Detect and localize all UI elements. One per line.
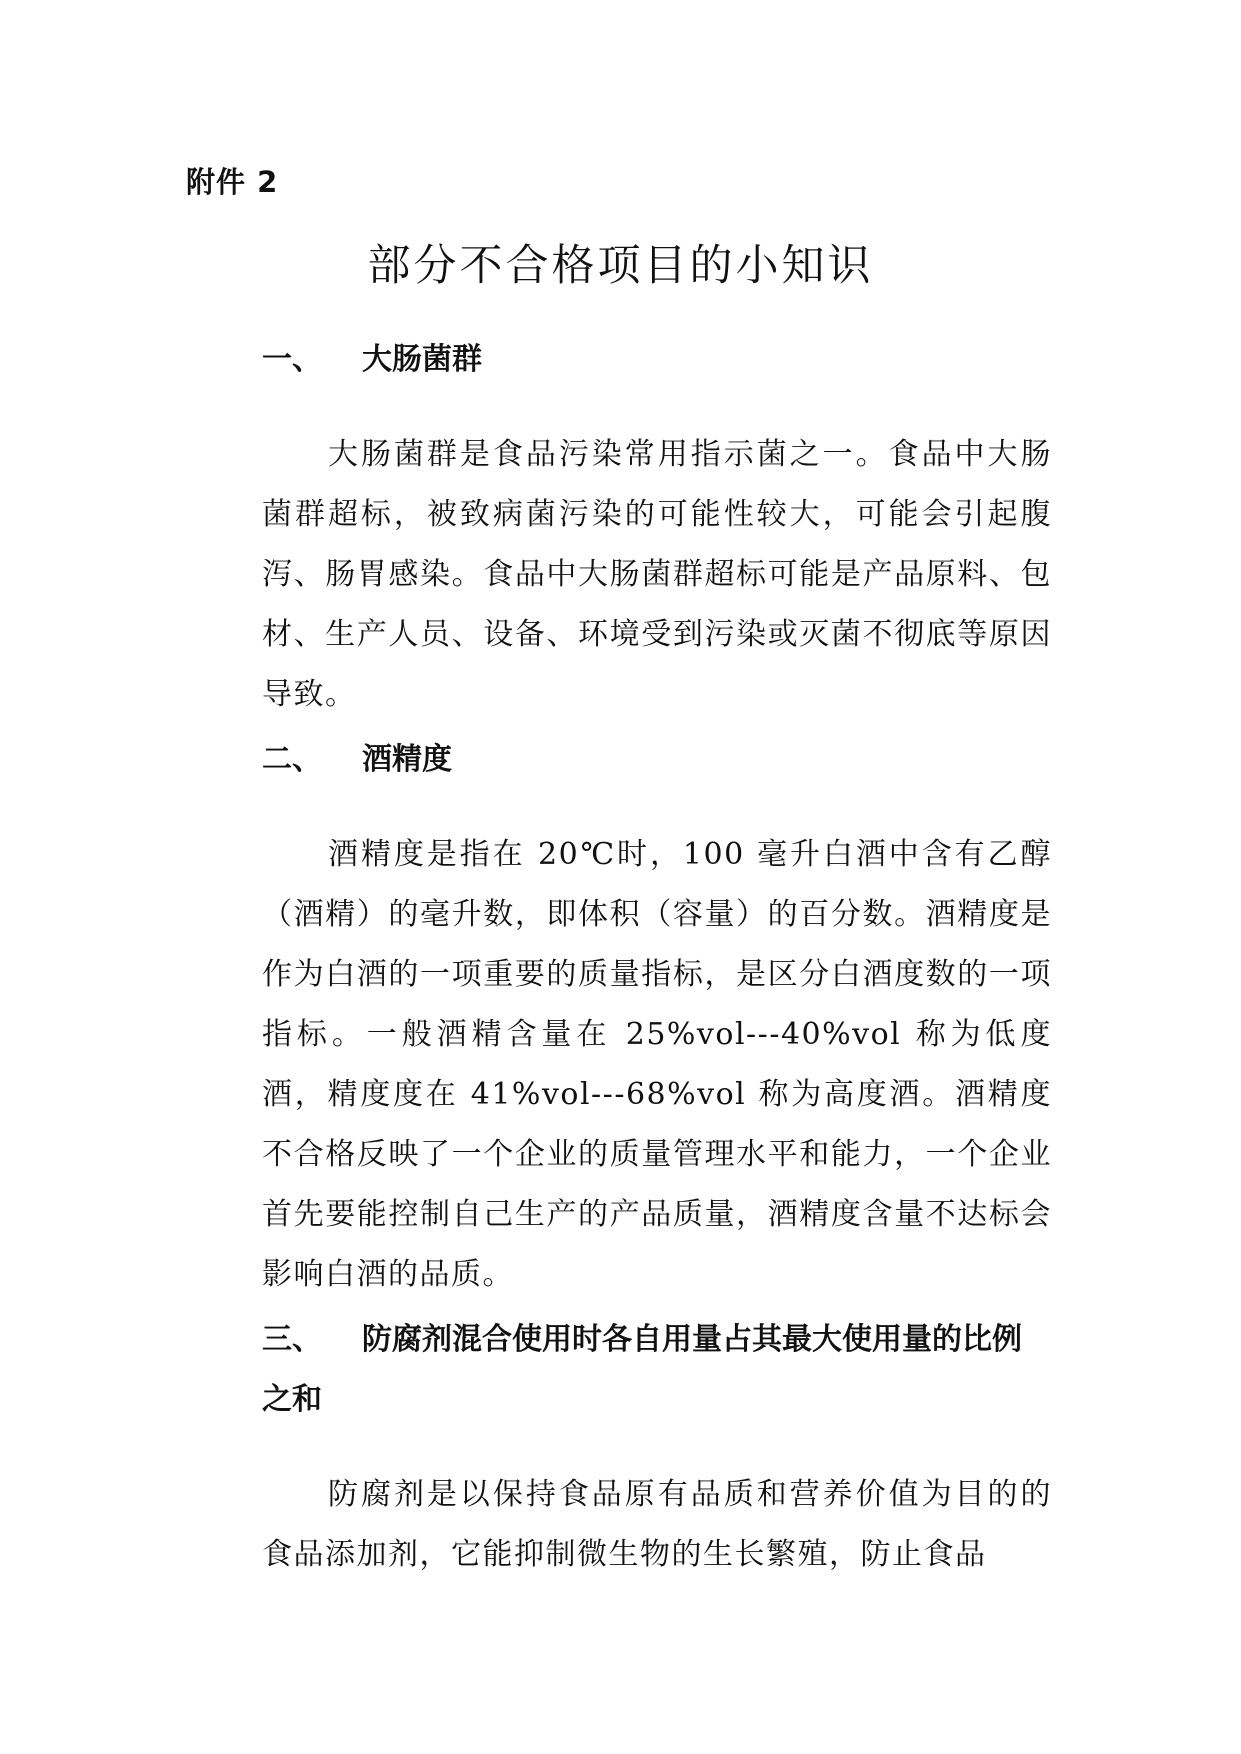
- section-heading-text: 防腐剂混合使用时各自用量占其最大使用量的比例之和: [262, 1322, 1022, 1417]
- section-number: 二、: [262, 742, 322, 777]
- section-number: 一、: [262, 342, 322, 377]
- attachment-label: 附件 2: [186, 165, 279, 199]
- section-paragraph-alcohol: 酒精度是指在 20℃时，100 毫升白酒中含有乙醇（酒精）的毫升数，即体积（容量）的百分数。酒精度是作为白酒的一项重要的质量指标，是区分白酒度数的一项指标。一般酒精含量在 25%vol---40%vol 称为低度酒，精度度在 41%vol---68%vol 称为高度酒。酒精度不合格反映了一个企业的质量管理水平和能力，一个企业首先要能控制自己生产的产品质量，酒精度含量不达标会影响白酒的品质。: [262, 837, 1052, 1292]
- section-heading-preservatives: [262, 1310, 1022, 1430]
- section-heading-text: 酒精度: [362, 742, 452, 777]
- page-title: 部分不合格项目的小知识: [367, 241, 874, 291]
- section-number: 三、: [262, 1322, 322, 1357]
- section-paragraph-coliform: 大肠菌群是食品污染常用指示菌之一。食品中大肠菌群超标，被致病菌污染的可能性较大，可能会引起腹泻、肠胃感染。食品中大肠菌群超标可能是产品原料、包材、生产人员、设备、环境受到污染或灭菌不彻底等原因导致。: [262, 437, 1052, 712]
- section-heading-text: 大肠菌群: [362, 342, 482, 377]
- section-heading-alcohol: [262, 730, 1062, 790]
- section-heading-coliform: [262, 330, 1062, 390]
- section-paragraph-preservatives: 防腐剂是以保持食品原有品质和营养价值为目的的食品添加剂，它能抑制微生物的生长繁殖，防止食品: [262, 1477, 1052, 1572]
